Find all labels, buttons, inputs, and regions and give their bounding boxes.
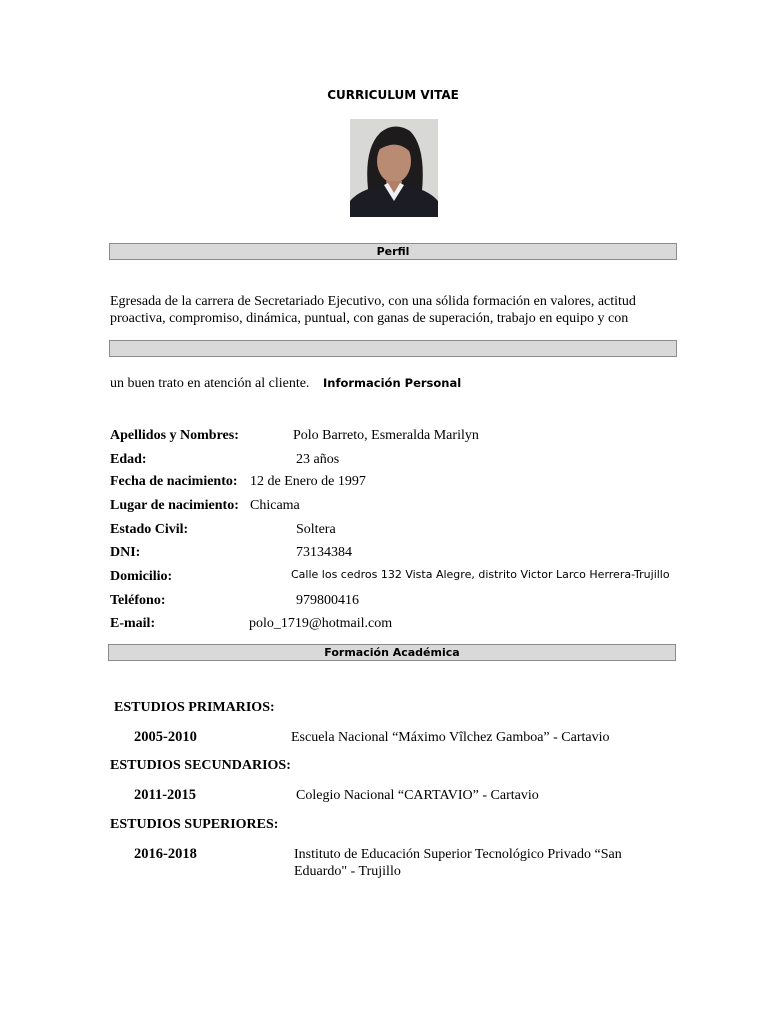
estudios-secundarios-years: 2011-2015	[134, 787, 197, 803]
field-value-domicilio: Calle los cedros 132 Vista Alegre, distrito Victor Larco Herrera-Trujillo	[291, 568, 670, 581]
estudios-secundarios-school: Colegio Nacional “CARTAVIO” - Cartavio	[296, 788, 539, 803]
field-label-edad: Edad:	[110, 452, 147, 467]
section-bar-blank	[109, 340, 677, 357]
estudios-superiores-school-line2: Eduardo" - Trujillo	[294, 864, 401, 879]
field-label-estado-civil: Estado Civil:	[110, 522, 189, 537]
field-label-fecha-nacimiento: Fecha de nacimiento:	[110, 474, 238, 489]
perfil-text-line1: Egresada de la carrera de Secretariado Ejecutivo, con una sólida formación en valores, actitud	[110, 294, 636, 309]
perfil-text-line2: proactiva, compromiso, dinámica, puntual, con ganas de superación, trabajo en equipo y con	[110, 311, 629, 326]
field-label-email: E-mail:	[110, 616, 156, 631]
section-bar-perfil	[109, 243, 677, 260]
field-value-nombres: Polo Barreto, Esmeralda Marilyn	[293, 428, 479, 443]
field-value-fecha-nacimiento: 12 de Enero de 1997	[250, 474, 366, 489]
estudios-superiores-years: 2016-2018	[134, 846, 197, 862]
field-value-email: polo_1719@hotmail.com	[249, 616, 393, 631]
estudios-superiores-school-line1: Instituto de Educación Superior Tecnológico Privado “San	[294, 847, 622, 862]
field-value-lugar-nacimiento: Chicama	[250, 498, 300, 513]
field-label-lugar-nacimiento: Lugar de nacimiento:	[110, 498, 239, 513]
profile-photo	[350, 119, 438, 217]
field-label-telefono: Teléfono:	[110, 593, 166, 608]
estudios-primarios-heading: ESTUDIOS PRIMARIOS:	[114, 700, 275, 715]
profile-photo-icon	[350, 119, 438, 217]
personal-heading: Información Personal	[323, 376, 462, 390]
field-label-dni: DNI:	[110, 545, 141, 560]
estudios-primarios-school: Escuela Nacional “Máximo Vîlchez Gamboa” - Cartavio	[291, 730, 610, 745]
field-label-domicilio: Domicilio:	[110, 569, 173, 584]
field-label-nombres: Apellidos y Nombres:	[110, 428, 239, 443]
estudios-secundarios-heading: ESTUDIOS SECUNDARIOS:	[110, 758, 291, 773]
field-value-edad: 23 años	[296, 452, 340, 467]
document-title: CURRICULUM VITAE	[327, 88, 459, 102]
field-value-telefono: 979800416	[296, 593, 359, 608]
perfil-heading: Perfil	[376, 245, 410, 258]
field-value-estado-civil: Soltera	[296, 522, 336, 537]
formacion-heading: Formación Académica	[324, 646, 460, 659]
field-value-dni: 73134384	[296, 545, 352, 560]
estudios-superiores-heading: ESTUDIOS SUPERIORES:	[110, 817, 279, 832]
section-bar-formacion	[108, 644, 676, 661]
estudios-primarios-years: 2005-2010	[134, 729, 197, 745]
perfil-text-line3: un buen trato en atención al cliente.	[110, 376, 310, 391]
